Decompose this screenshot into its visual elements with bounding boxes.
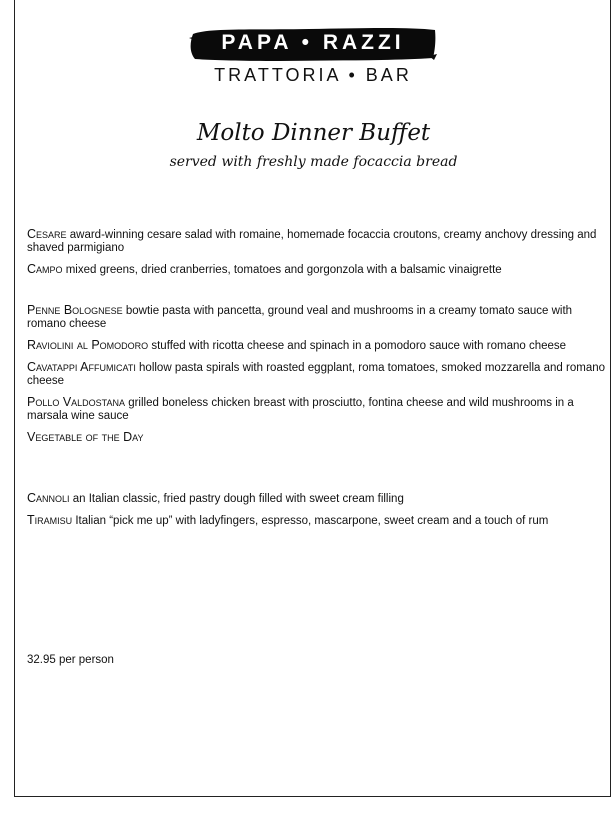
menu-item bbox=[27, 228, 605, 255]
item-name: Cannoli bbox=[27, 491, 70, 505]
menu-page bbox=[14, 0, 611, 797]
item-name: Raviolini al Pomodoro bbox=[27, 338, 149, 352]
item-name: Penne Bolognese bbox=[27, 303, 123, 317]
item-name: Tiramisu bbox=[27, 513, 73, 527]
page-subtitle: served with freshly made focaccia bread bbox=[169, 154, 458, 170]
menu-item bbox=[27, 492, 605, 506]
item-name: Cavatappi Affumicati bbox=[27, 360, 136, 374]
item-name: Vegetable of the Day bbox=[27, 430, 144, 444]
menu-section-salads bbox=[27, 228, 605, 285]
item-name: Campo bbox=[27, 262, 63, 276]
item-description: hollow pasta spirals with roasted eggplant, roma tomatoes, smoked mozzarella and romano cheese bbox=[27, 362, 606, 387]
menu-section-desserts bbox=[27, 492, 605, 536]
menu-item bbox=[27, 304, 605, 331]
price-per-person: 32.95 per person bbox=[27, 654, 114, 666]
menu-item bbox=[27, 339, 605, 353]
menu-item bbox=[27, 361, 605, 388]
item-name: Pollo Valdostana bbox=[27, 395, 126, 409]
menu-item bbox=[27, 263, 605, 277]
page-title: Molto Dinner Buffet bbox=[196, 120, 431, 146]
item-description: Italian “pick me up” with ladyfingers, espresso, mascarpone, sweet cream and a touch of rum bbox=[72, 515, 549, 527]
item-name: Cesare bbox=[27, 227, 67, 241]
item-description: stuffed with ricotta cheese and spinach in a pomodoro sauce with romano cheese bbox=[148, 340, 567, 352]
item-description: bowtie pasta with pancetta, ground veal and mushrooms in a creamy tomato sauce with romano cheese bbox=[27, 305, 573, 330]
brand-name: PAPA • RAZZI bbox=[221, 31, 405, 54]
papa-razzi-logo bbox=[189, 26, 437, 84]
item-description: an Italian classic, fried pastry dough filled with sweet cream filling bbox=[69, 493, 404, 505]
menu-item bbox=[27, 514, 605, 528]
item-description: mixed greens, dried cranberries, tomatoes and gorgonzola with a balsamic vinaigrette bbox=[62, 264, 502, 276]
item-description: grilled boneless chicken breast with prosciutto, fontina cheese and wild mushrooms in a marsala wine sauce bbox=[27, 397, 574, 422]
menu-item bbox=[27, 431, 605, 445]
menu-section-mains bbox=[27, 304, 605, 453]
brand-tagline: TRATTORIA • BAR bbox=[214, 65, 412, 85]
item-description: award-winning cesare salad with romaine, homemade focaccia croutons, creamy anchovy dressing and shaved parmigiano bbox=[27, 229, 597, 254]
menu-item bbox=[27, 396, 605, 423]
